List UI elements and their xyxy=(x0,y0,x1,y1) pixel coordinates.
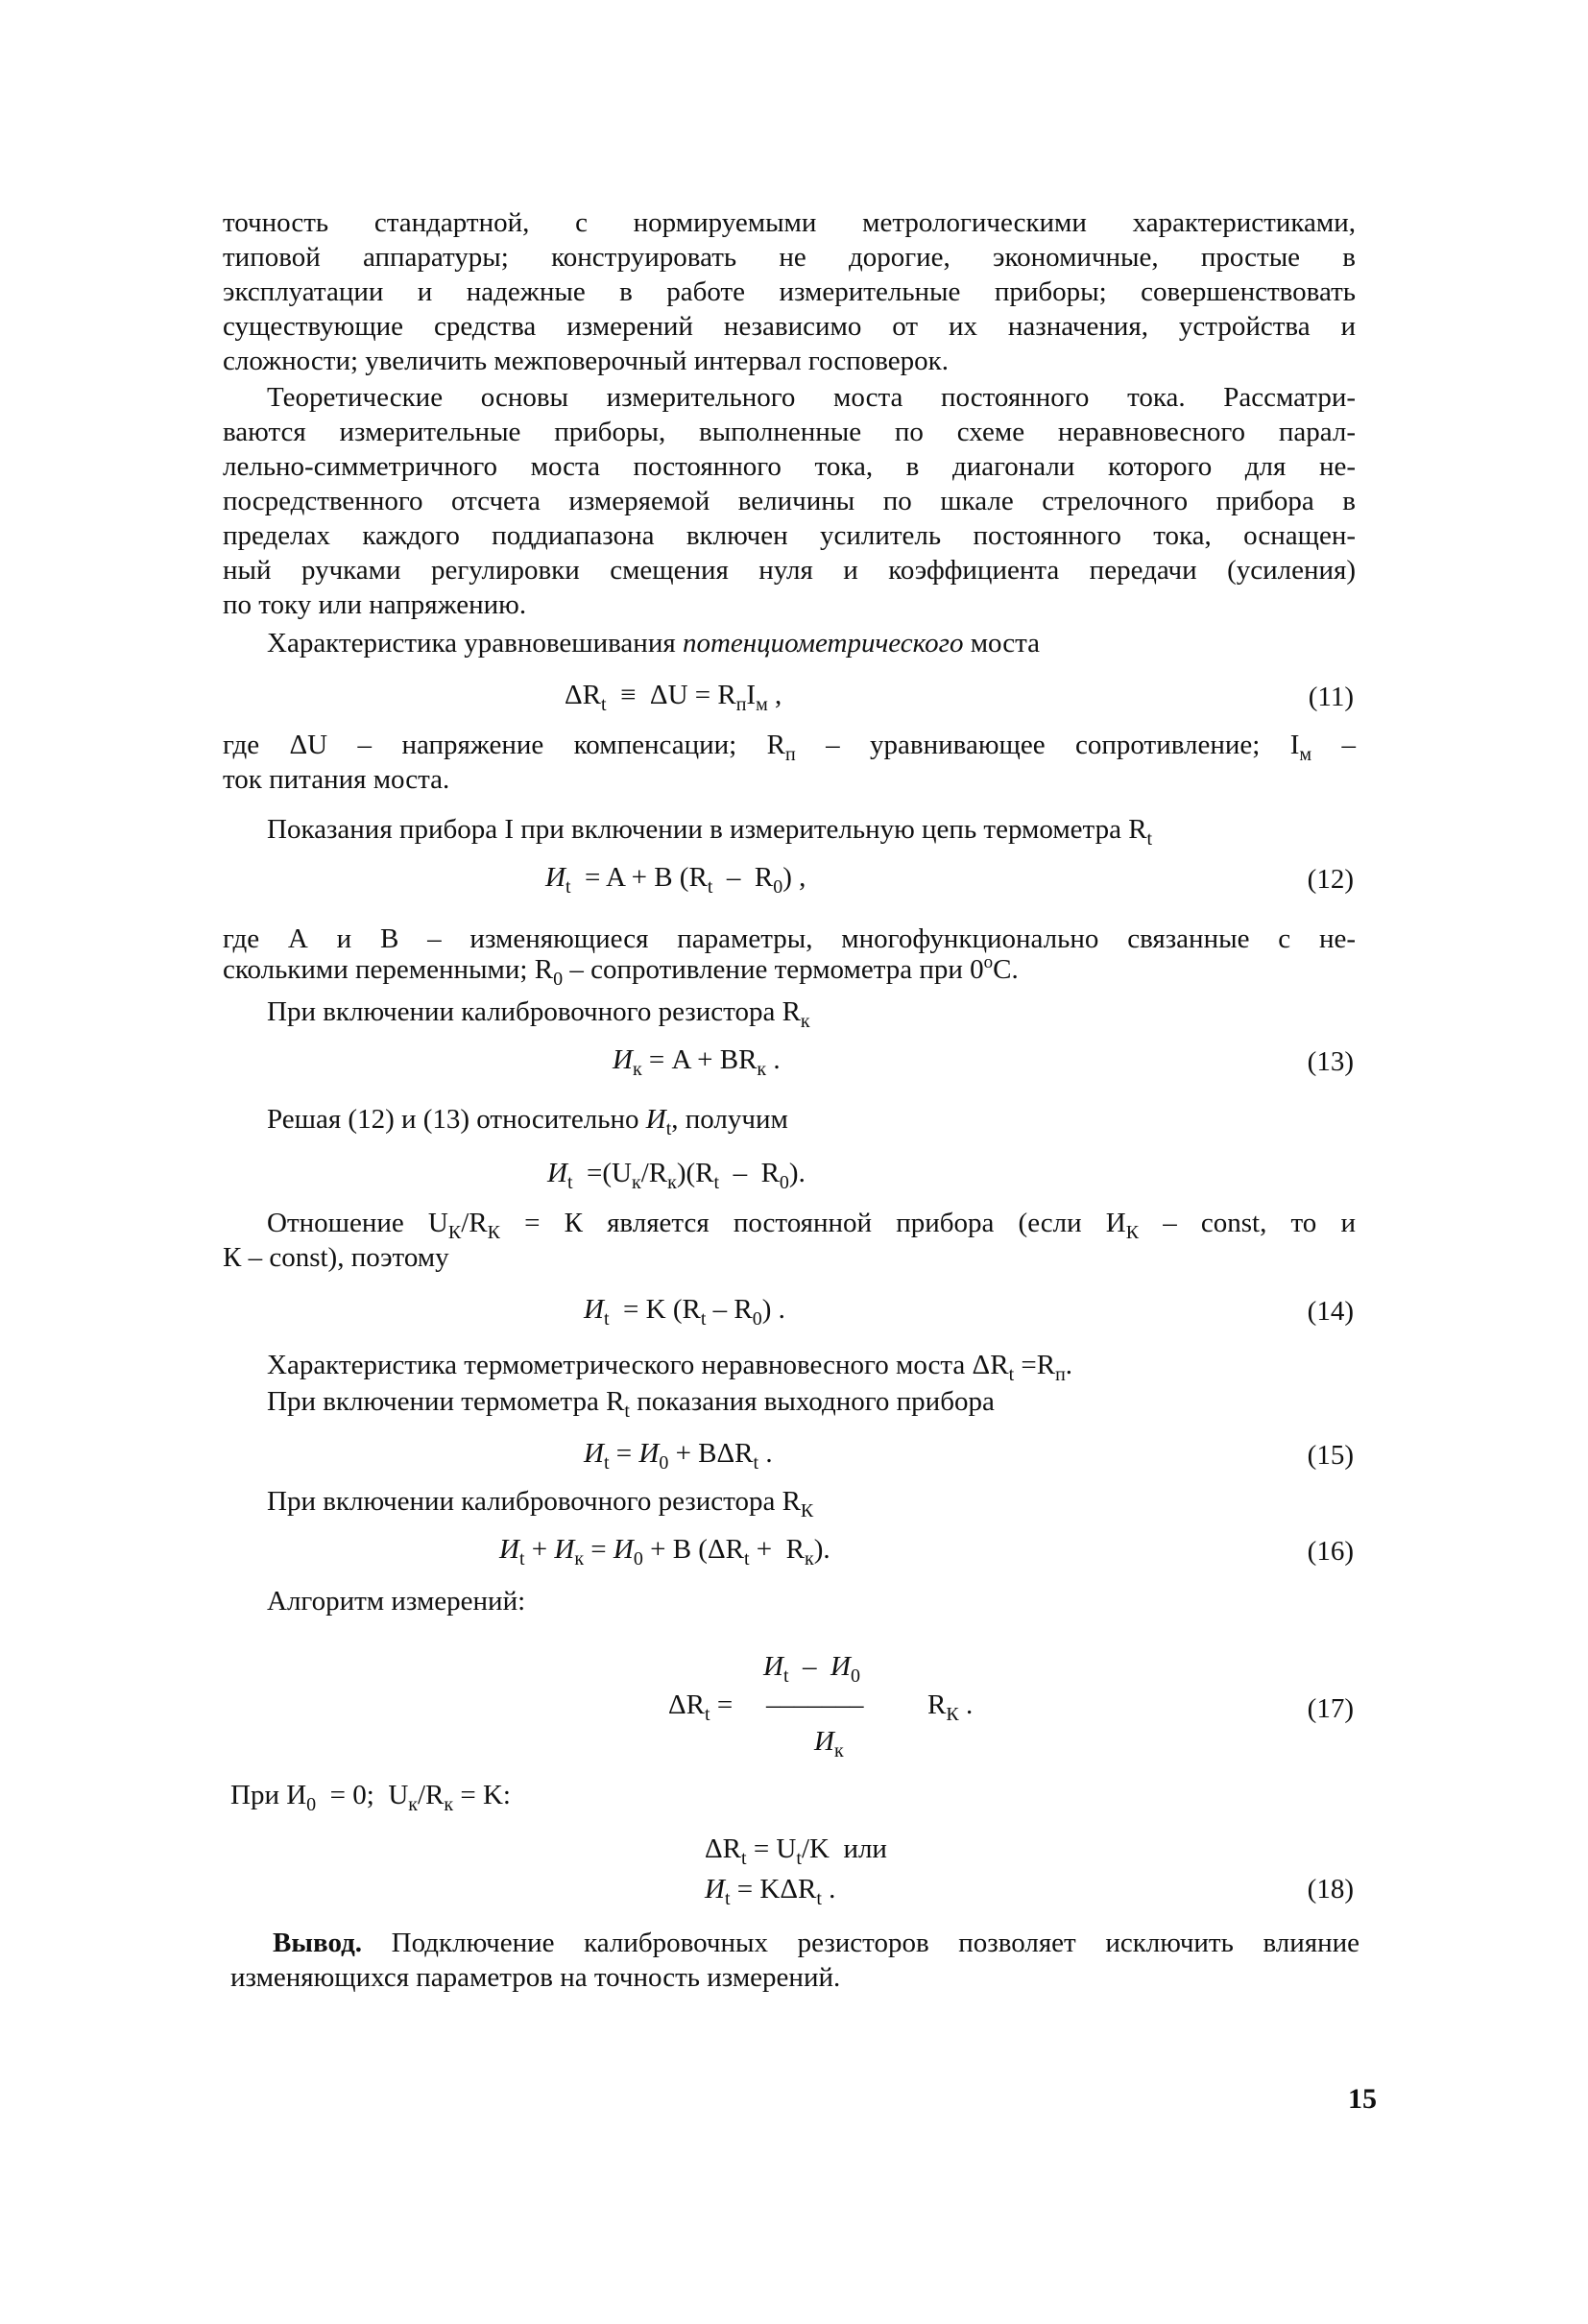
text-line: лельно-симметричного моста постоянного тока, в диагонали которого для не- xyxy=(223,451,1356,482)
equation-14: $И_t = K$ $(R_t - R_0)$ . xyxy=(584,1294,785,1330)
text-line: ток питания моста. xyxy=(223,764,450,795)
fraction-bar: ––––––– xyxy=(766,1689,864,1720)
text-line: сколькими переменными; $R_0$ – сопротивление термометра при $0^оС$. xyxy=(223,952,1019,990)
text-line: Теоретические основы измерительного моста постоянного тока. Рассматри- xyxy=(267,382,1356,413)
equation-line: $\Delta R_t = U_t/K$ или xyxy=(705,1833,887,1869)
equation-unnumbered: $И_t =(U_к/R_к)(R_t - R_0)$. xyxy=(547,1158,806,1193)
equation-number: (12) xyxy=(1307,864,1354,895)
text-line: К – const), поэтому xyxy=(223,1242,449,1273)
fraction-denominator: $И_к$ xyxy=(814,1726,844,1761)
paragraph-10: При включении калибровочного резистора $R_К$ xyxy=(267,1486,814,1521)
equation-number: (11) xyxy=(1308,682,1354,712)
conclusion-line: изменяющихся параметров на точность измерений. xyxy=(230,1962,841,1993)
paragraph-4: Показания прибора I при включении в измерительную цепь термометра $R_t$ xyxy=(267,814,1153,850)
equation-number: (15) xyxy=(1307,1440,1354,1471)
equation-number: (18) xyxy=(1307,1874,1354,1905)
paragraph-5: При включении калибровочного резистора $R_к$ xyxy=(267,996,810,1032)
paragraph-6: Решая (12) и (13) относительно $И_t$, получим xyxy=(267,1104,788,1139)
paragraph-12: При $И_0 = 0$; $U_к/R_к = K$: xyxy=(230,1780,511,1815)
text-line: где ΔU – напряжение компенсации; $R_п$ – уравнивающее сопротивление; $I_м$ – xyxy=(223,730,1357,765)
text-line: сложности; увеличить межповерочный интервал госповерок. xyxy=(223,346,949,376)
equation-16: $И_t + И_к = И_0 + B$ $(\Delta R_t + R_к)$. xyxy=(499,1534,830,1569)
text-line: точность стандартной, с нормируемыми метрологическими характеристиками, xyxy=(223,207,1356,238)
paragraph-11: Алгоритм измерений: xyxy=(267,1586,526,1617)
equation-number: (14) xyxy=(1307,1296,1354,1327)
equation-11: $\Delta R_t \equiv \Delta U = R_пI_м$ , xyxy=(565,680,782,715)
paragraph-9: При включении термометра $R_t$ показания выходного прибора xyxy=(267,1386,995,1422)
page-number: 15 xyxy=(1348,2083,1377,2115)
text-line: эксплуатации и надежные в работе измерительные приборы; совершенствовать xyxy=(223,276,1356,307)
equation-number: (13) xyxy=(1307,1046,1354,1077)
fraction-numerator: $И_t - И_0$ xyxy=(763,1651,860,1687)
text-line: ваются измерительные приборы, выполненные по схеме неравновесного парал- xyxy=(223,417,1356,447)
equation-line: $И_t = K\Delta R_t$ . xyxy=(705,1874,836,1909)
equation-12: $И_t = A + B$ $(R_t - R_0)$ , xyxy=(545,862,806,898)
fraction-multiplier: $R_К$ . xyxy=(927,1689,974,1725)
text-line: посредственного отсчета измеряемой величины по шкале стрелочного прибора в xyxy=(223,486,1356,516)
text-line: ный ручками регулировки смещения нуля и коэффициента передачи (усиления) xyxy=(223,555,1356,586)
paragraph-8: Характеристика термометрического неравновесного моста $\Delta R_t =R_п$. xyxy=(267,1350,1073,1385)
text-line: Отношение $U_К/R_К = К$ является постоянной прибора (если $И_К$ – const, то и xyxy=(267,1208,1356,1243)
text-line: пределах каждого поддиапазона включен усилитель постоянного тока, оснащен- xyxy=(223,520,1356,551)
equation-15: $И_t = И_0 + B\Delta R_t$ . xyxy=(584,1438,773,1473)
equation-number: (16) xyxy=(1307,1536,1354,1567)
fraction-lhs: $\Delta R_t$ = xyxy=(668,1689,734,1725)
text-line: типовой аппаратуры; конструировать не дорогие, экономичные, простые в xyxy=(223,242,1356,273)
text-line: где А и В – изменяющиеся параметры, многофункционально связанные с не- xyxy=(223,923,1356,954)
text-line: по току или напряжению. xyxy=(223,589,527,620)
paragraph-3: Характеристика уравновешивания потенциометрического моста xyxy=(267,628,1041,659)
conclusion-line: Вывод. Подключение калибровочных резисторов позволяет исключить влияние xyxy=(273,1928,1359,1958)
equation-13: $И_к = A + BR_к$ . xyxy=(613,1044,781,1080)
text-line: существующие средства измерений независимо от их назначения, устройства и xyxy=(223,311,1356,342)
equation-number: (17) xyxy=(1307,1693,1354,1724)
